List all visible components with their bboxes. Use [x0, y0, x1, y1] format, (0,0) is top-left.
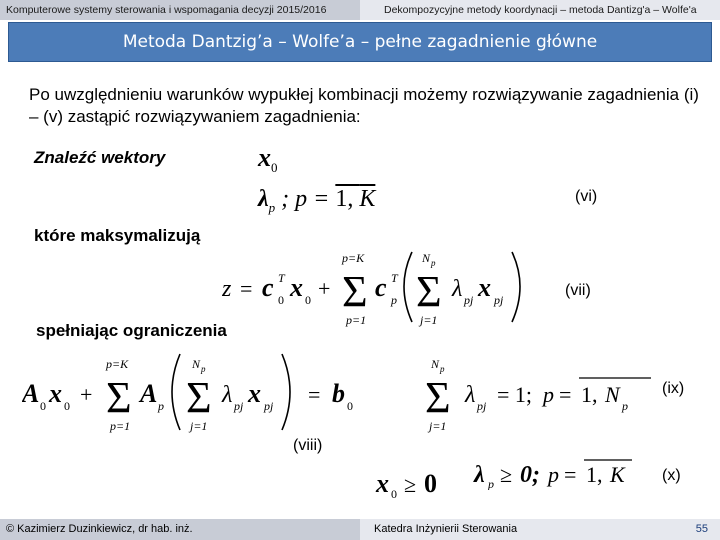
formula-constraint-viii [22, 348, 362, 434]
svg-text:0: 0 [391, 487, 397, 500]
eq-tag-ix: (ix) [662, 380, 685, 397]
svg-text:p: p [488, 477, 494, 490]
svg-text:0: 0 [40, 399, 46, 413]
svg-text:A: A [22, 379, 40, 408]
footer-author: © Kazimierz Duzinkiewicz, dr hab. inż. [0, 519, 360, 540]
svg-text:0: 0 [64, 399, 70, 413]
footer-department [360, 519, 720, 540]
svg-text:p=1: p=1 [346, 313, 367, 327]
svg-text:p: p [431, 258, 436, 268]
formula-nonneg-x0 [372, 466, 452, 500]
svg-text:Σ: Σ [186, 373, 212, 422]
svg-text:p: p [543, 382, 554, 407]
svg-text:0: 0 [278, 293, 284, 307]
svg-text:λ: λ [474, 462, 485, 488]
svg-text:N: N [422, 251, 431, 265]
svg-text:j=1: j=1 [429, 419, 447, 433]
svg-text:Σ: Σ [416, 267, 442, 316]
eq-tag-vii: (vii) [565, 282, 591, 299]
svg-text:p=K: p=K [106, 357, 129, 371]
svg-text:λ: λ [465, 382, 476, 408]
svg-text:pj: pj [477, 399, 487, 413]
svg-text:0;: 0; [520, 462, 540, 488]
svg-text:p: p [158, 399, 164, 413]
svg-text:K: K [610, 462, 625, 487]
formula-find-x0: $x_0$ [258, 143, 278, 176]
svg-text:=: = [559, 382, 572, 407]
svg-text:0: 0 [305, 293, 311, 307]
svg-text:1,: 1, [586, 462, 603, 487]
svg-text:p=K: p=K [342, 251, 365, 265]
svg-text:pj: pj [494, 293, 504, 307]
svg-text:+: + [318, 276, 331, 301]
label-maximize: które maksymalizują [34, 226, 201, 245]
svg-text:j=1: j=1 [190, 419, 208, 433]
svg-text:p: p [548, 462, 559, 487]
svg-text:x: x [376, 469, 389, 498]
svg-text:p: p [201, 364, 206, 374]
svg-text:=: = [564, 462, 577, 487]
formula-find-lambda: $\lambda_p$ ; p = 1, K [258, 186, 376, 215]
slide-title: Metoda Dantzig’a – Wolfe’a – pełne zagadnienie główne [8, 22, 712, 62]
svg-text:x: x [49, 379, 62, 408]
svg-text:p: p [622, 399, 628, 413]
svg-text:=: = [240, 276, 253, 301]
label-constraints: spełniając ograniczenia [36, 321, 227, 340]
svg-text:b: b [332, 379, 345, 408]
intro-text: Po uwzględnieniu warunków wypukłej kombinacji możemy rozwiązywanie zagadnienia (i) – (v) zastąpić rozwiązywaniem zagadnienia: [29, 85, 699, 126]
formula-objective [222, 242, 552, 328]
eq-tag-vi: (vi) [575, 188, 598, 205]
svg-text:T: T [391, 271, 398, 285]
svg-text:T: T [278, 271, 285, 285]
header-topic: Dekompozycyjne metody koordynacji – metoda Dantizg'a – Wolfe'a [360, 0, 720, 20]
svg-text:N: N [192, 357, 201, 371]
eq-tag-viii: (viii) [293, 437, 323, 454]
svg-text:j=1: j=1 [420, 313, 438, 327]
svg-text:x: x [478, 273, 491, 302]
label-find-vectors: Znaleźć wektory [34, 148, 166, 167]
footer-department-label: Katedra Inżynierii Sterowania [374, 523, 518, 535]
svg-text:0: 0 [347, 399, 353, 413]
page-number: 55 [695, 523, 708, 535]
svg-text:p=1: p=1 [110, 419, 131, 433]
svg-text:p: p [440, 364, 445, 374]
formula-constraint-ix [425, 348, 655, 434]
svg-text:A: A [140, 379, 158, 408]
svg-text:+: + [80, 382, 93, 407]
svg-text:λ: λ [222, 382, 233, 408]
svg-text:N: N [605, 382, 620, 407]
svg-text:λ: λ [452, 276, 463, 302]
svg-text:Σ: Σ [106, 373, 132, 422]
svg-text:x: x [290, 273, 303, 302]
header-course: Komputerowe systemy sterowania i wspomagania decyzji 2015/2016 [0, 0, 360, 20]
svg-text:1,: 1, [581, 382, 598, 407]
svg-text:0: 0 [424, 469, 437, 498]
svg-text:Σ: Σ [342, 267, 368, 316]
svg-text:pj: pj [464, 293, 474, 307]
svg-text:≥: ≥ [500, 462, 513, 487]
svg-text:p: p [391, 293, 397, 307]
svg-text:=: = [308, 382, 321, 407]
svg-text:= 1;: = 1; [497, 382, 533, 407]
svg-text:pj: pj [264, 399, 274, 413]
svg-text:N: N [431, 357, 440, 371]
svg-text:pj: pj [234, 399, 244, 413]
formula-nonneg-lambda [472, 456, 642, 490]
svg-text:c: c [375, 273, 387, 302]
svg-text:Σ: Σ [425, 373, 451, 422]
svg-text:c: c [262, 273, 274, 302]
eq-tag-x: (x) [662, 467, 681, 484]
svg-text:≥: ≥ [404, 472, 417, 497]
svg-text:z: z [222, 276, 232, 302]
svg-text:x: x [248, 379, 261, 408]
